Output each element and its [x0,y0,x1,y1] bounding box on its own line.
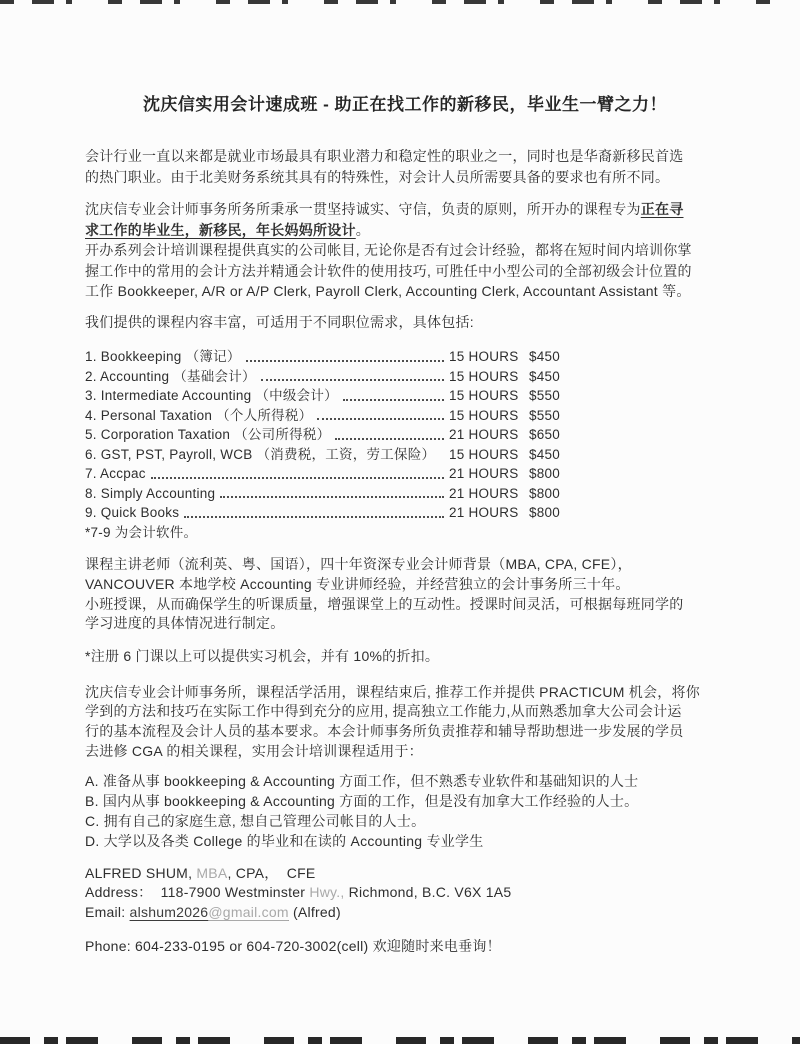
course-name: 6. GST, PST, Payroll, WCB （消费税，工资，劳工保险） [85,446,436,462]
course-price: $550 [529,388,561,403]
course-row [85,484,585,504]
course-hours: 21 HOURS [449,466,519,481]
contact-name [85,864,725,884]
instructor-line: 学习进度的具体情况进行制定。 [85,615,285,632]
course-name: 5. Corporation Taxation （公司所得税） [85,427,331,442]
course-hours: 21 HOURS [449,485,519,501]
course-name: 2. Accounting （基础会计） [85,368,256,384]
contact-address-faded: Hwy., [309,884,345,901]
email-domain: @gmail.com [208,903,289,920]
training-line: 握工作中的常用的会计方法并精通会计软件的使用技巧, 可胜任中小型公司的全部初级会计位置的 [85,262,692,279]
practicum-line: 行的基本流程及会计人员的基本要求。本会计师事务所负责推荐和辅导帮助想进一步发展的学员 [85,723,684,740]
course-price: $550 [529,407,561,423]
document-content [85,94,725,957]
scan-artifact-top-edge [0,0,786,4]
course-row [85,464,585,484]
course-name: 8. Simply Accounting [85,485,216,501]
contact-block [85,864,725,957]
instructor-line: VANCOUVER 本地学校 Accounting 专业讲师经验，并经营独立的会计事务所三十年。 [85,575,630,592]
dot-leader [220,496,444,498]
contact-name-text: ALFRED SHUM, [85,864,197,881]
contact-address [85,883,725,903]
course-row [85,445,585,465]
course-price: $800 [529,466,561,481]
dot-leader [246,360,444,362]
course-hours: 21 HOURS [449,505,519,520]
course-name: 7. Accpac [85,466,146,481]
scan-artifact-bottom-edge [0,1037,800,1044]
principles-and-training-paragraph [85,199,725,302]
principles-line [85,220,725,241]
intro-line: 的热门职业。由于北美财务系统其具有的特殊性，对会计人员所需要具备的要求也有所不同。 [85,168,670,185]
course-hours: 15 HOURS [449,388,519,403]
audience-item: B. 国内从事 bookkeeping & Accounting 方面的工作，但是没有加拿大工作经验的人士。 [85,793,639,810]
email-label: Email: [85,903,130,920]
principles-line [85,199,725,220]
discount-note: *注册 6 门课以上可以提供实习机会，并有 10%的折扣。 [85,648,440,665]
dot-leader [184,516,444,518]
dot-leader [335,438,444,440]
audience-item: C. 拥有自己的家庭生意, 想自己管理公司帐目的人士。 [85,813,426,830]
instructor-paragraph [85,555,725,634]
dot-leader [151,477,444,479]
audience-item: D. 大学以及各类 College 的毕业和在读的 Accounting 专业学生 [85,833,484,850]
course-row [85,425,585,445]
course-hours: 21 HOURS [449,427,519,442]
course-row [85,386,585,406]
training-line: 工作 Bookkeeper, A/R or A/P Clerk, Payroll Clerk, Accounting Clerk, Accountant Assistant 等。 [85,283,691,299]
practicum-line: 沈庆信专业会计师事务所，课程活学活用，课程结束后, 推荐工作并提供 PRACTICUM 机会，将你 [85,683,701,700]
dot-leader [343,399,444,401]
course-price: $450 [529,446,561,462]
course-hours: 15 HOURS [449,349,519,364]
instructor-line: 课程主讲老师（流利英、粤、国语），四十年资深专业会计师背景（MBA, CPA, CFE）， [85,556,632,572]
intro-paragraph [85,146,725,187]
course-price: $800 [529,485,561,501]
practicum-line: 学到的方法和技巧在实际工作中得到充分的应用, 提高独立工作能力,从而熟悉加拿大公司会计运 [85,703,682,720]
course-name: 4. Personal Taxation （个人所得税） [85,407,313,423]
contact-phone: Phone: 604-233-0195 or 604-720-3002(cell) 欢迎随时来电垂询！ [85,938,501,955]
course-row [85,367,585,387]
instructor-line: 小班授课，从而确保学生的听课质量，增强课堂上的互动性。授课时间灵活，可根据每班同学的 [85,595,684,612]
designed-for-underline: 求工作的毕业生，新移民，年长妈妈所设计 [85,221,356,238]
courses-heading: 我们提供的课程内容丰富，可适用于不同职位需求，具体包括: [85,313,474,330]
course-hours: 15 HOURS [449,407,519,423]
practicum-paragraph [85,683,725,762]
software-note: *7-9 为会计软件。 [85,524,198,540]
course-price: $800 [529,505,561,520]
principles-text: 沈庆信专业会计师事务所务所秉承一贯坚持诚实、守信，负责的原则，所开办的课程专为 [85,201,641,217]
practicum-line: 去进修 CGA 的相关课程，实用会计培训课程适用于： [85,743,423,760]
course-name: 3. Intermediate Accounting （中级会计） [85,388,338,403]
dot-leader [261,379,444,381]
course-price: $450 [529,368,561,384]
dot-leader [317,418,444,420]
contact-address-text: Address： 118-7900 Westminster [85,884,310,901]
designed-for-underline: 正在寻 [640,201,684,217]
email-link [130,904,289,920]
course-price: $450 [529,349,561,364]
contact-name-text: , CPA， CFE [227,864,316,881]
course-name: 1. Bookkeeping （簿记） [85,349,241,364]
course-row [85,503,585,523]
course-price: $650 [529,427,561,442]
audience-list [85,771,725,852]
contact-email [85,903,725,923]
document-title: 沈庆信实用会计速成班 - 助正在找工作的新移民，毕业生一臂之力！ [142,95,668,114]
audience-item: A. 准备从事 bookkeeping & Accounting 方面工作，但不熟悉专业软件和基础知识的人士 [85,772,639,789]
course-list [85,347,585,542]
email-user: alshum2026 [129,903,209,920]
email-suffix: (Alfred) [288,903,341,920]
principles-text: 。 [355,221,370,238]
course-name: 9. Quick Books [85,505,180,520]
course-hours: 15 HOURS [449,368,519,384]
contact-address-text: Richmond, B.C. V6X 1A5 [344,884,512,901]
training-line: 开办系列会计培训课程提供真实的公司帐目, 无论你是否有过会计经验，都将在短时间内培训你掌 [85,242,692,258]
intro-line: 会计行业一直以来都是就业市场最具有职业潜力和稳定性的职业之一，同时也是华裔新移民首选 [85,148,684,164]
course-hours: 15 HOURS [449,446,519,462]
course-row [85,347,585,367]
course-row [85,406,585,426]
contact-name-faded: MBA [196,864,228,881]
